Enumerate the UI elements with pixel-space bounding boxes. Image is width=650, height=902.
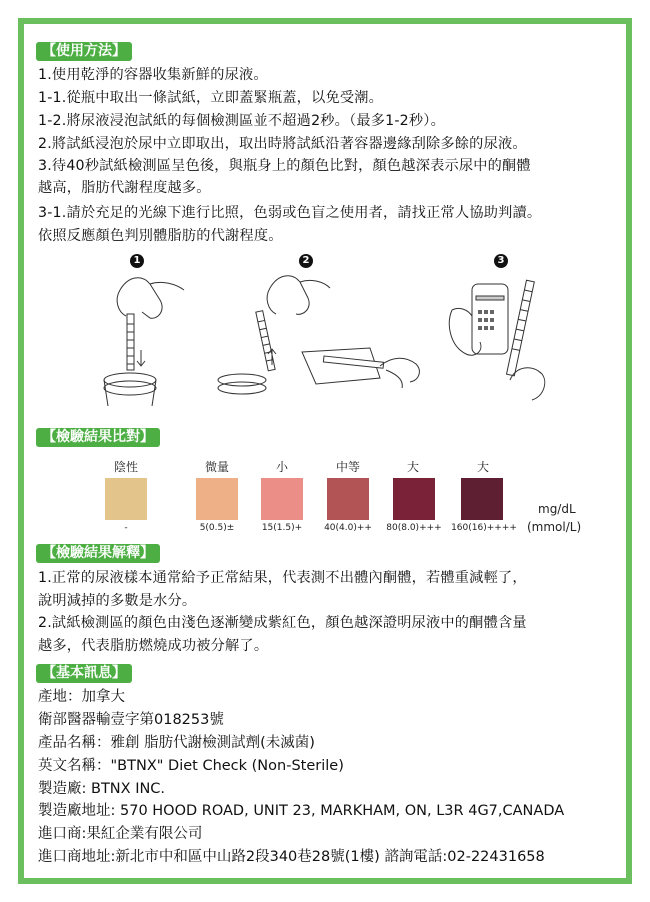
usage-line-6: 越高，脂肪代謝程度越多。	[38, 180, 211, 196]
color-swatch-moderate	[327, 478, 369, 520]
usage-line-7: 3-1.請於充足的光線下進行比照，色弱或色盲之使用者，請找正常人協助判讀。	[38, 205, 542, 221]
info-license: 衛部醫器輸壹字第018253號	[38, 712, 224, 728]
level-label-trace: 微量	[204, 460, 229, 474]
value-moderate: 40(4.0)++	[324, 523, 372, 533]
unit-mmol-l: (mmol/L)	[527, 520, 582, 534]
info-manufacturer-address: 製造廠地址: 570 HOOD ROAD, UNIT 23, MARKHAM, ON, L3R 4G7,CANADA	[38, 803, 565, 819]
value-small: 15(1.5)+	[261, 523, 303, 533]
explain-line-4: 越多，代表脂肪燃燒成功被分解了。	[38, 638, 269, 654]
value-negative: -	[124, 523, 128, 533]
usage-section-title: 【使用方法】	[36, 42, 132, 61]
usage-illustration	[80, 270, 570, 410]
step-number-3: 3	[494, 254, 508, 268]
usage-line-4: 2.將試紙浸泡於尿中立即取出，取出時將試紙沿著容器邊緣刮除多餘的尿液。	[38, 136, 527, 152]
level-label-large-1: 大	[406, 460, 419, 474]
usage-line-2: 1-1.從瓶中取出一條試紙，立即蓋緊瓶蓋，以免受潮。	[38, 90, 384, 106]
color-swatch-negative	[105, 478, 147, 520]
value-trace: 5(0.5)±	[199, 523, 235, 533]
color-swatch-small	[261, 478, 303, 520]
info-english-name: 英文名稱："BTNX" Diet Check (Non-Sterile)	[38, 758, 344, 774]
level-label-moderate: 中等	[335, 460, 360, 474]
info-product-name: 產品名稱：雅創 脂肪代謝檢測試劑(未滅菌)	[38, 735, 315, 751]
info-importer-address: 進口商地址:新北市中和區中山路2段340巷28號(1樓) 諮詢電話:02-22431658	[38, 849, 545, 865]
value-large-1: 80(8.0)+++	[386, 523, 442, 533]
explain-line-3: 2.試紙檢測區的顏色由淺色逐漸變成紫紅色，顏色越深證明尿液中的酮體含量	[38, 615, 527, 631]
basic-info-title: 【基本訊息】	[36, 664, 132, 683]
color-swatch-large-1	[393, 478, 435, 520]
step-number-1: 1	[130, 254, 144, 268]
info-importer: 進口商:果紅企業有限公司	[38, 826, 203, 842]
color-swatch-trace	[196, 478, 238, 520]
usage-line-3: 1-2.將尿液浸泡試紙的每個檢測區並不超過2秒。（最多1-2秒）。	[38, 113, 445, 129]
result-explain-title: 【檢驗結果解釋】	[36, 544, 160, 563]
usage-line-5: 3.待40秒試紙檢測區呈色後，與瓶身上的顏色比對，顏色越深表示尿中的酮體	[38, 158, 531, 174]
usage-line-1: 1.使用乾淨的容器收集新鮮的尿液。	[38, 67, 268, 83]
level-label-large-2: 大	[476, 460, 489, 474]
step-number-2: 2	[299, 254, 313, 268]
level-label-negative: 陰性	[113, 460, 138, 474]
result-compare-title: 【檢驗結果比對】	[36, 428, 160, 447]
color-swatch-large-2	[461, 478, 503, 520]
unit-mg-dl: mg/dL	[538, 502, 576, 516]
explain-line-2: 說明減掉的多數是水分。	[38, 593, 197, 609]
info-origin: 產地：加拿大	[38, 689, 125, 705]
value-large-2: 160(16)++++	[451, 523, 517, 533]
usage-line-8: 依照反應顏色判別體脂肪的代謝程度。	[38, 228, 283, 244]
level-label-small: 小	[275, 460, 288, 474]
explain-line-1: 1.正常的尿液樣本通常給予正常結果，代表測不出體內酮體，若體重減輕了，	[38, 570, 527, 586]
info-manufacturer: 製造廠: BTNX INC.	[38, 781, 166, 797]
